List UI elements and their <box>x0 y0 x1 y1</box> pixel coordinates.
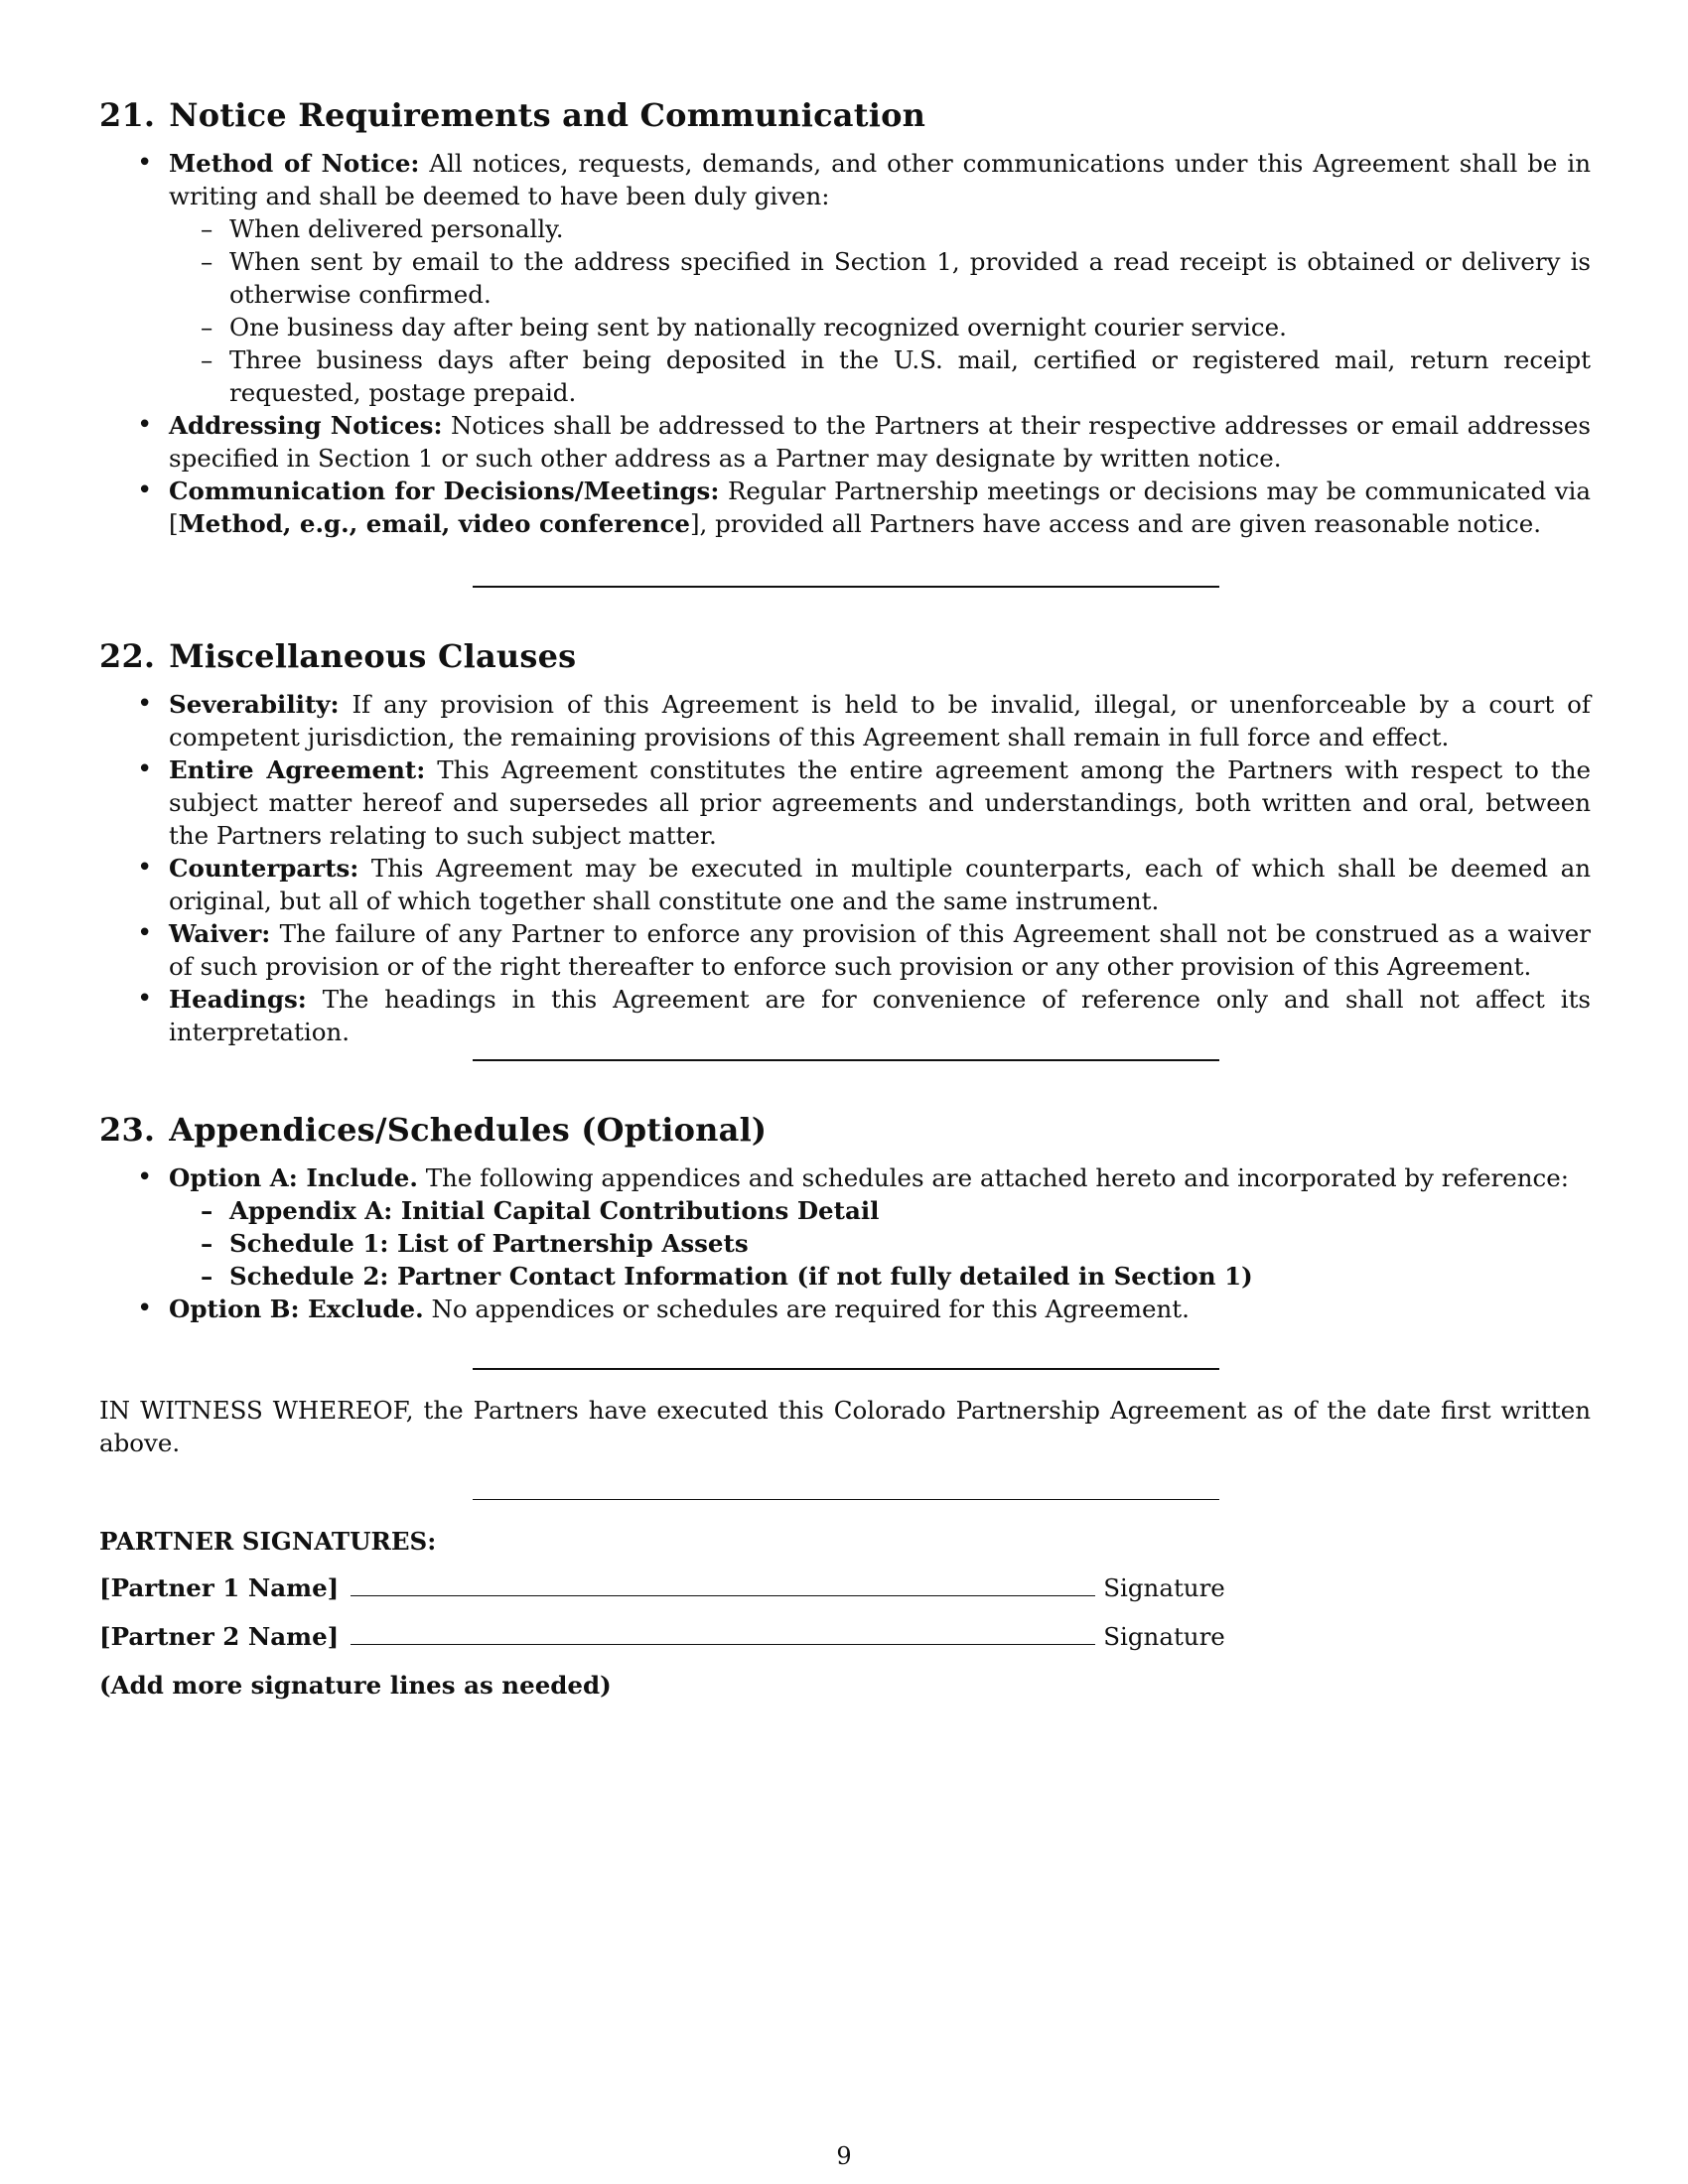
signature-row <box>99 1620 1591 1653</box>
signature-line[interactable] <box>351 1624 1095 1645</box>
signature-label: Signature <box>1103 1573 1225 1602</box>
section-21-list <box>99 147 1591 540</box>
item-label: Severability: <box>169 690 340 719</box>
signature-line[interactable] <box>351 1575 1095 1596</box>
sub-item: – When sent by email to the address specified in Section 1, provided a read receipt is obtained or delivery is otherwise confirmed. <box>169 245 1591 311</box>
signature-row <box>99 1571 1591 1604</box>
section-23-heading <box>99 1110 1591 1150</box>
section-23 <box>99 1110 1591 1325</box>
sub-item: – Appendix A: Initial Capital Contributions Detail <box>169 1194 1591 1227</box>
item-text: The failure of any Partner to enforce any provision of this Agreement shall not be construed as a waiver of such provision or of the right thereafter to enforce such provision or any other provision of this Agreement. <box>169 919 1591 981</box>
section-22 <box>99 636 1591 1048</box>
signature-block <box>99 1525 1591 1702</box>
item-text: If any provision of this Agreement is held to be invalid, illegal, or unenforceable by a court of competent jurisdiction, the remaining provisions of this Agreement shall remain in full force and effect. <box>169 690 1591 751</box>
item-text: ], provided all Partners have access and are given reasonable notice. <box>689 509 1541 538</box>
section-number: 22. <box>99 637 156 675</box>
list-item-communication <box>99 475 1591 540</box>
section-title: Miscellaneous Clauses <box>169 637 577 675</box>
item-label: Addressing Notices: <box>169 411 443 440</box>
item-label: Communication for Decisions/Meetings: <box>169 477 720 505</box>
signature-note: (Add more signature lines as needed) <box>99 1671 612 1700</box>
item-label: Method of Notice: <box>169 149 420 178</box>
item-text: The headings in this Agreement are for convenience of reference only and shall not affect its interpretation. <box>169 985 1592 1046</box>
section-22-heading <box>99 636 1591 676</box>
item-label: Headings: <box>169 985 307 1014</box>
list-item-counterparts <box>99 852 1591 917</box>
list-item-addressing-notices <box>99 409 1591 475</box>
signature-label: Signature <box>1103 1622 1225 1651</box>
section-23-list <box>99 1161 1591 1325</box>
item-label: Counterparts: <box>169 854 359 883</box>
section-divider <box>473 1059 1219 1061</box>
list-item-entire-agreement <box>99 753 1591 852</box>
sub-item: – Three business days after being deposited in the U.S. mail, certified or registered mail, return receipt requested, postage prepaid. <box>169 343 1591 409</box>
witness-clause: IN WITNESS WHEREOF, the Partners have executed this Colorado Partnership Agreement as of the date first written above. <box>99 1396 1591 1457</box>
item-text: All notices, requests, demands, and other communications under this Agreement shall be in writing and shall be deemed to have been duly given: <box>169 149 1591 210</box>
page-number: 9 <box>836 2142 852 2170</box>
section-21 <box>99 95 1591 540</box>
item-label: Option B: Exclude. <box>169 1295 424 1323</box>
section-21-heading <box>99 95 1591 135</box>
list-item-method-of-notice <box>99 147 1591 409</box>
signatures-heading: PARTNER SIGNATURES: <box>99 1527 437 1556</box>
partner-name: [Partner 2 Name] <box>99 1622 340 1651</box>
item-text: No appendices or schedules are required for this Agreement. <box>431 1295 1190 1323</box>
sub-item: – Schedule 1: List of Partnership Assets <box>169 1227 1591 1260</box>
sub-item: – When delivered personally. <box>169 212 1591 245</box>
section-divider <box>473 1368 1219 1370</box>
section-divider <box>473 586 1219 588</box>
partner-name: [Partner 1 Name] <box>99 1573 340 1602</box>
item-text: Regular Partnership meetings or decisions may be communicated via [ <box>169 477 1592 538</box>
list-item-severability <box>99 688 1591 753</box>
item-label: Entire Agreement: <box>169 755 426 784</box>
section-title: Appendices/Schedules (Optional) <box>169 1111 768 1149</box>
list-item-headings <box>99 983 1591 1048</box>
appendices-sublist <box>169 1194 1591 1293</box>
signature-divider <box>473 1499 1219 1500</box>
section-title: Notice Requirements and Communication <box>169 96 926 134</box>
item-text: This Agreement constitutes the entire agreement among the Partners with respect to the subject matter hereof and supersedes all prior agreements and understandings, both written and oral, between the Partners relating to such subject matter. <box>169 755 1591 850</box>
sub-item: – Schedule 2: Partner Contact Information (if not fully detailed in Section 1) <box>169 1260 1591 1293</box>
list-item-option-b <box>99 1293 1591 1325</box>
notice-methods-sublist <box>169 212 1591 409</box>
list-item-waiver <box>99 917 1591 983</box>
section-number: 23. <box>99 1111 156 1149</box>
item-label: Option A: Include. <box>169 1163 418 1192</box>
section-number: 21. <box>99 96 156 134</box>
item-text: Notices shall be addressed to the Partners at their respective addresses or email addresses specified in Section 1 or such other address as a Partner may designate by written notice. <box>169 411 1591 473</box>
section-22-list <box>99 688 1591 1048</box>
item-label: Waiver: <box>169 919 271 948</box>
sub-item: – One business day after being sent by nationally recognized overnight courier service. <box>169 311 1591 343</box>
item-text: The following appendices and schedules are attached hereto and incorporated by reference: <box>425 1163 1569 1192</box>
list-item-option-a <box>99 1161 1591 1293</box>
item-text: This Agreement may be executed in multiple counterparts, each of which shall be deemed an original, but all of which together shall constitute one and the same instrument. <box>169 854 1591 915</box>
placeholder-method: Method, e.g., email, video conference <box>178 509 690 538</box>
